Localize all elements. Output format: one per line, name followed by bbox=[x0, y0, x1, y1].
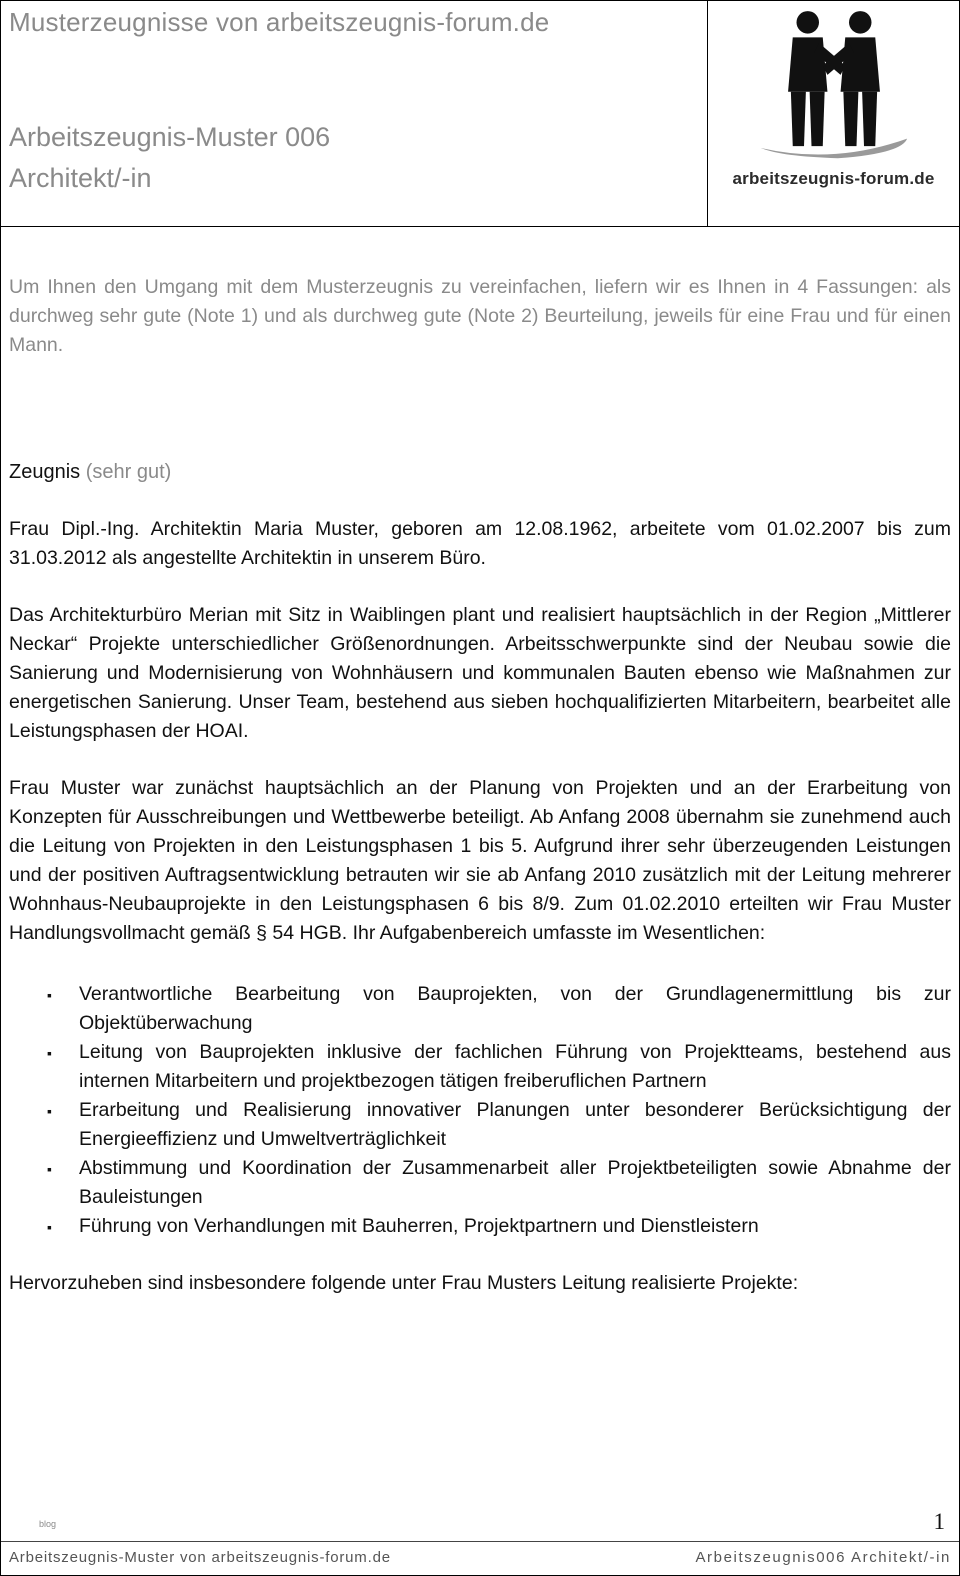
footer-right: Arbeitszeugnis006 Architekt/-in bbox=[695, 1549, 951, 1566]
list-item-text: Verantwortliche Bearbeitung von Bauprojekten, von der Grundlagenermittlung bis zur Objektüberwachung bbox=[79, 983, 951, 1034]
section-heading bbox=[9, 458, 951, 487]
list-item-text: Leitung von Bauprojekten inklusive der fachlichen Führung von Projektteams, bestehend aus internen Mitarbeitern und projektbezogen tätigen freiberuflichen Partnern bbox=[79, 1041, 951, 1092]
paragraph-employment: Frau Dipl.-Ing. Architektin Maria Muster, geboren am 12.08.1962, arbeitete vom 01.02.2007 bis zum 31.03.2012 als angestellte Architektin in unserem Büro. bbox=[9, 518, 951, 569]
intro-paragraph: Um Ihnen den Umgang mit dem Musterzeugnis zu vereinfachen, liefern wir es Ihnen in 4 Fassungen: als durchweg sehr gute (Note 1) und als durchweg gute (Note 2) Beurteilung, jeweils für eine Frau und für einen Mann. bbox=[9, 276, 951, 356]
list-item bbox=[47, 1212, 951, 1241]
list-item-text: Führung von Verhandlungen mit Bauherren, Projektpartnern und Dienstleistern bbox=[79, 1215, 759, 1237]
duties-list bbox=[9, 980, 951, 1241]
doc-title-line2: Architekt/-in bbox=[9, 163, 152, 193]
closing-paragraph: Hervorzuheben sind insbesondere folgende unter Frau Musters Leitung realisierte Projekte: bbox=[9, 1272, 799, 1294]
footer-bar bbox=[1, 1541, 959, 1575]
heading-note: (sehr gut) bbox=[85, 461, 172, 483]
list-item bbox=[47, 1154, 951, 1212]
document-header bbox=[1, 1, 959, 227]
list-item bbox=[47, 1096, 951, 1154]
paragraph-role: Frau Muster war zunächst hauptsächlich an der Planung von Projekten und an der Erarbeitung von Konzepten für Ausschreibungen und Wettbewerbe beteiligt. Ab Anfang 2008 übernahm sie zunehmend auch die Leitung von Projekten in den Leistungsphasen 1 bis 5. Aufgrund ihrer sehr überzeugenden Leistungen und der positiven Auftragsentwicklung betrauten wir sie ab Anfang 2010 zusätzlich mit der Leitung mehrerer Wohnhaus-Neubauprojekte in den Leistungsphasen 6 bis 8/9. Zum 01.02.2010 erteilten wir Frau Muster Handlungsvollmacht gemäß § 54 HGB. Ihr Aufgabenbereich umfasste im Wesentlichen: bbox=[9, 777, 951, 944]
square-bullet-icon: ▪ bbox=[47, 1161, 52, 1177]
paragraph-company: Das Architekturbüro Merian mit Sitz in Waiblingen plant und realisiert hauptsächlich in der Region „Mittlerer Neckar“ Projekte unterschiedlicher Größenordnungen. Arbeitsschwerpunkte sind der Neubau sowie die Sanierung und Modernisierung von Wohnhäusern und kommunalen Bauten ebenso wie Maßnahmen zur energetischen Sanierung. Unser Team, bestehend aus sieben hochqualifizierten Mitarbeitern, bearbeitet alle Leistungsphasen der HOAI. bbox=[9, 604, 951, 742]
heading-main: Zeugnis bbox=[9, 461, 81, 483]
list-item-text: Abstimmung und Koordination der Zusammenarbeit aller Projektbeteiligten sowie Abnahme der Bauleistungen bbox=[79, 1157, 951, 1208]
site-title: Musterzeugnisse von arbeitszeugnis-forum.de bbox=[9, 7, 550, 37]
list-item bbox=[47, 980, 951, 1038]
logo-text: arbeitszeugnis-forum.de bbox=[732, 169, 935, 188]
square-bullet-icon: ▪ bbox=[47, 1045, 52, 1061]
blog-label: blog bbox=[39, 1519, 57, 1529]
list-item bbox=[47, 1038, 951, 1096]
handshake-icon bbox=[759, 7, 909, 167]
doc-title bbox=[9, 117, 330, 199]
document-body bbox=[1, 273, 959, 1298]
page-number: 1 bbox=[933, 1509, 945, 1534]
square-bullet-icon: ▪ bbox=[47, 1103, 52, 1119]
square-bullet-icon: ▪ bbox=[47, 1219, 52, 1235]
doc-title-line1: Arbeitszeugnis-Muster 006 bbox=[9, 122, 331, 152]
swoosh-shape bbox=[760, 139, 906, 159]
list-item-text: Erarbeitung und Realisierung innovativer Planungen unter besonderer Berücksichtigung der Energieeffizienz und Umweltverträglichkeit bbox=[79, 1099, 951, 1150]
square-bullet-icon: ▪ bbox=[47, 987, 52, 1003]
logo bbox=[707, 1, 959, 226]
footer-left: Arbeitszeugnis-Muster von arbeitszeugnis-forum.de bbox=[9, 1549, 391, 1566]
